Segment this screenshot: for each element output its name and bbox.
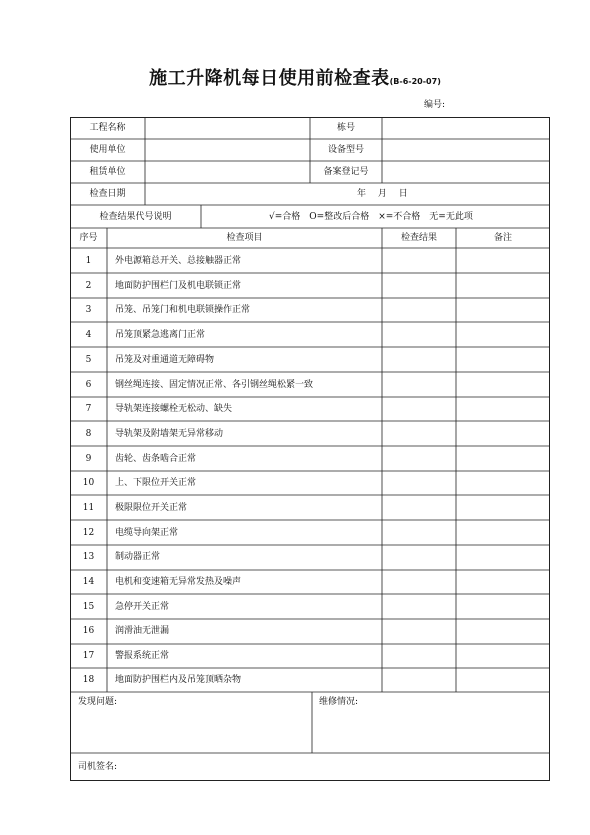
row-item-text: 吊笼及对重通道无障碍物 <box>115 355 215 365</box>
row-item-text: 极限限位开关正常 <box>115 503 188 513</box>
inspection-table <box>70 117 550 781</box>
user-unit-label: 使用单位 <box>89 145 126 155</box>
row-number: 8 <box>85 429 92 439</box>
serial-number-label: 编号: <box>424 100 446 110</box>
check-date-label: 检查日期 <box>89 189 126 199</box>
row-item-text: 电缆导向架正常 <box>115 528 179 538</box>
building-no-label: 栋号 <box>336 123 355 133</box>
row-number: 6 <box>85 380 92 390</box>
legend-label: 检查结果代号说明 <box>99 212 172 222</box>
row-item-text: 警报系统正常 <box>115 651 170 661</box>
row-item-text: 地面防护围栏内及吊笼顶晒杂物 <box>115 675 242 685</box>
row-item-text: 润滑油无泄漏 <box>115 626 170 636</box>
form-code: (B-6-20-07) <box>389 77 441 86</box>
registration-no-label: 备案登记号 <box>323 167 369 177</box>
row-item-text: 齿轮、齿条啮合正常 <box>115 454 197 464</box>
column-header-item: 检查项目 <box>226 233 263 243</box>
row-number: 3 <box>85 305 92 315</box>
row-number: 15 <box>82 602 95 612</box>
driver-signature-label: 司机签名: <box>78 762 118 772</box>
row-item-text: 导轨架及附墙架无异常移动 <box>115 429 224 439</box>
check-date-value: 年 月 日 <box>357 189 408 199</box>
row-number: 14 <box>82 577 95 587</box>
row-number: 1 <box>85 256 92 266</box>
legend-text: √=合格 O=整改后合格 ×=不合格 无=无此项 <box>269 212 473 222</box>
row-item-text: 外电源箱总开关、总接触器正常 <box>115 256 242 266</box>
document-title-block <box>0 64 590 90</box>
lessor-unit-label: 租赁单位 <box>89 167 126 177</box>
row-number: 10 <box>82 478 95 488</box>
row-number: 16 <box>82 626 95 636</box>
row-number: 9 <box>85 454 92 464</box>
row-item-text: 制动器正常 <box>115 552 161 562</box>
row-number: 12 <box>82 528 95 538</box>
row-item-text: 电机和变速箱无异常发热及噪声 <box>115 577 242 587</box>
row-item-text: 地面防护围栏门及机电联锁正常 <box>115 281 242 291</box>
row-number: 11 <box>82 503 95 513</box>
problems-found-label: 发现问题: <box>78 697 118 707</box>
row-number: 2 <box>85 281 92 291</box>
row-number: 5 <box>85 355 92 365</box>
row-item-text: 急停开关正常 <box>115 602 170 612</box>
column-header-no: 序号 <box>79 233 98 243</box>
row-item-text: 上、下限位开关正常 <box>115 478 197 488</box>
column-header-result: 检查结果 <box>400 233 437 243</box>
row-item-text: 导轨架连接螺栓无松动、缺失 <box>115 404 233 414</box>
row-item-text: 吊笼、吊笼门和机电联锁操作正常 <box>115 305 251 315</box>
row-item-text: 吊笼顶紧急逃离门正常 <box>115 330 206 340</box>
row-number: 7 <box>85 404 92 414</box>
repair-status-label: 维修情况: <box>319 697 359 707</box>
row-number: 18 <box>82 675 95 685</box>
row-number: 17 <box>82 651 95 661</box>
row-number: 4 <box>85 330 92 340</box>
row-number: 13 <box>82 552 95 562</box>
row-item-text: 钢丝绳连接、固定情况正常、各引钢丝绳松紧一致 <box>115 380 314 390</box>
document-title: 施工升降机每日使用前检查表 <box>149 68 390 89</box>
column-header-remark: 备注 <box>493 233 512 243</box>
equipment-model-label: 设备型号 <box>327 145 364 155</box>
project-name-label: 工程名称 <box>89 123 126 133</box>
